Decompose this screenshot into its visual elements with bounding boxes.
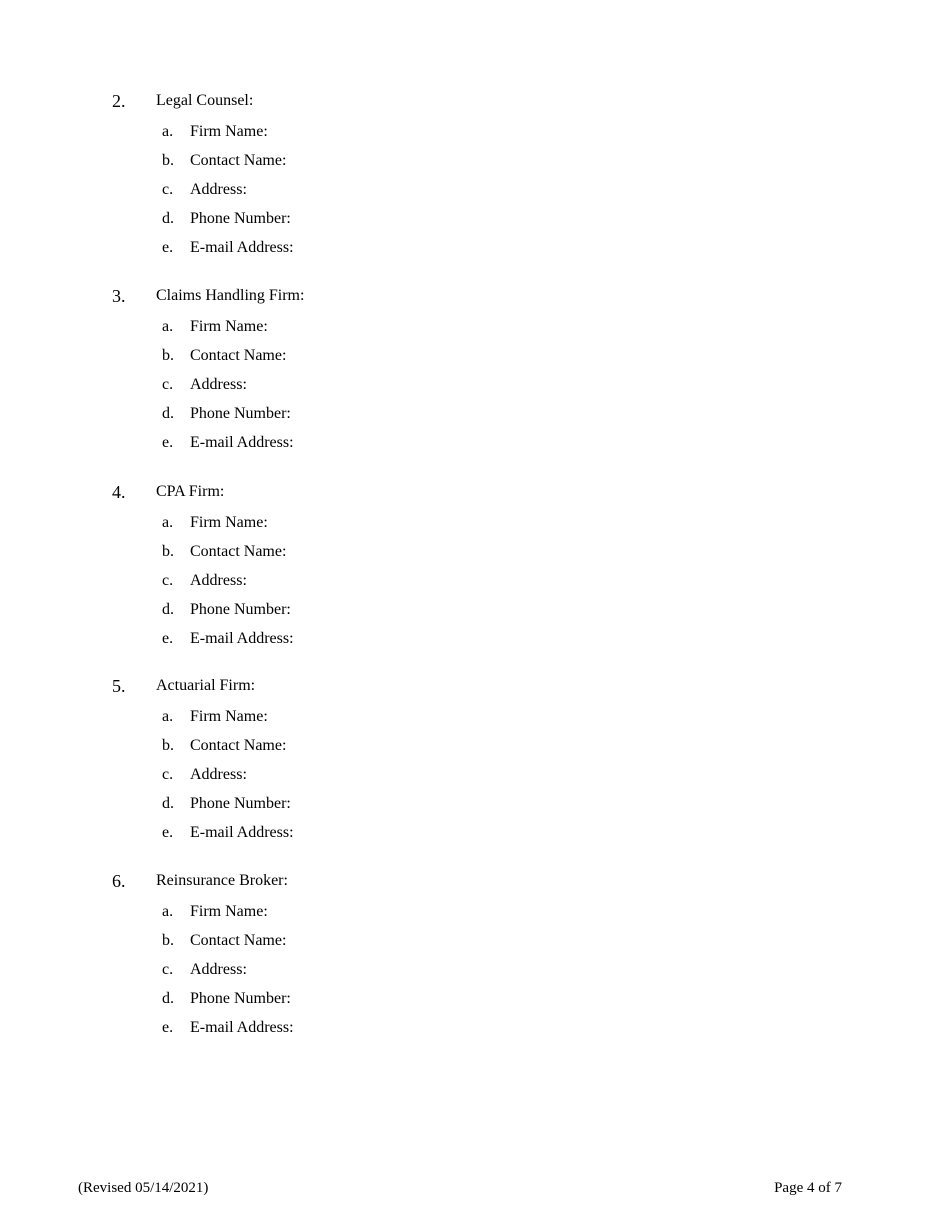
section-title: Reinsurance Broker:	[156, 872, 288, 889]
page-number: Page 4 of 7	[774, 1180, 842, 1196]
item-label: Contact Name:	[190, 932, 287, 949]
list-item	[0, 931, 950, 960]
sub-item-list	[0, 122, 950, 267]
item-label: Firm Name:	[190, 514, 268, 531]
section-title: Claims Handling Firm:	[156, 287, 305, 304]
item-letter: d.	[162, 990, 174, 1007]
sub-item-list	[0, 317, 950, 462]
list-item	[0, 151, 950, 180]
item-letter: e.	[162, 824, 174, 841]
item-label: E-mail Address:	[190, 434, 294, 451]
list-item	[0, 794, 950, 823]
list-item	[0, 571, 950, 600]
list-item	[0, 317, 950, 346]
item-label: E-mail Address:	[190, 630, 294, 647]
item-label: Address:	[190, 572, 247, 589]
item-letter: a.	[162, 123, 174, 140]
item-label: Contact Name:	[190, 737, 287, 754]
item-label: E-mail Address:	[190, 239, 294, 256]
item-letter: a.	[162, 903, 174, 920]
section-number: 6.	[112, 871, 126, 891]
sub-item-list	[0, 902, 950, 1047]
list-item	[0, 433, 950, 462]
list-item	[0, 404, 950, 433]
section-title: Actuarial Firm:	[156, 677, 256, 694]
item-label: Contact Name:	[190, 347, 287, 364]
item-letter: e.	[162, 630, 174, 647]
item-label: E-mail Address:	[190, 824, 294, 841]
list-item	[0, 629, 950, 658]
item-letter: d.	[162, 601, 174, 618]
section-reinsurance-broker	[0, 869, 950, 1047]
item-letter: a.	[162, 514, 174, 531]
item-letter: d.	[162, 405, 174, 422]
section-number: 4.	[112, 482, 126, 502]
list-item	[0, 238, 950, 267]
item-label: Address:	[190, 766, 247, 783]
item-letter: b.	[162, 737, 174, 754]
section-number: 5.	[112, 676, 126, 696]
section-heading	[0, 480, 950, 504]
item-label: Firm Name:	[190, 708, 268, 725]
sub-item-list	[0, 513, 950, 658]
list-item	[0, 122, 950, 151]
list-item	[0, 513, 950, 542]
list-item	[0, 375, 950, 404]
item-label: E-mail Address:	[190, 1019, 294, 1036]
list-item	[0, 346, 950, 375]
revision-date: (Revised 05/14/2021)	[78, 1180, 209, 1196]
item-label: Phone Number:	[190, 405, 291, 422]
list-item	[0, 542, 950, 571]
item-label: Address:	[190, 961, 247, 978]
item-letter: b.	[162, 932, 174, 949]
item-letter: c.	[162, 181, 174, 198]
list-item	[0, 1018, 950, 1047]
section-title: CPA Firm:	[156, 483, 225, 500]
item-letter: a.	[162, 318, 174, 335]
list-item	[0, 989, 950, 1018]
list-item	[0, 180, 950, 209]
list-item	[0, 600, 950, 629]
item-letter: c.	[162, 961, 174, 978]
item-label: Phone Number:	[190, 795, 291, 812]
item-label: Phone Number:	[190, 601, 291, 618]
item-letter: b.	[162, 543, 174, 560]
section-number: 2.	[112, 91, 126, 111]
item-label: Contact Name:	[190, 152, 287, 169]
list-item	[0, 902, 950, 931]
list-item	[0, 960, 950, 989]
list-item	[0, 736, 950, 765]
item-label: Firm Name:	[190, 123, 268, 140]
item-letter: e.	[162, 1019, 174, 1036]
list-item	[0, 707, 950, 736]
list-item	[0, 209, 950, 238]
item-label: Contact Name:	[190, 543, 287, 560]
section-legal-counsel	[0, 89, 950, 267]
item-label: Phone Number:	[190, 210, 291, 227]
item-letter: c.	[162, 376, 174, 393]
section-cpa-firm	[0, 480, 950, 658]
section-actuarial-firm	[0, 674, 950, 852]
item-label: Address:	[190, 376, 247, 393]
section-heading	[0, 89, 950, 113]
section-number: 3.	[112, 286, 126, 306]
item-letter: d.	[162, 795, 174, 812]
sub-item-list	[0, 707, 950, 852]
list-item	[0, 765, 950, 794]
item-letter: b.	[162, 152, 174, 169]
item-label: Firm Name:	[190, 318, 268, 335]
section-heading	[0, 674, 950, 698]
item-letter: c.	[162, 572, 174, 589]
item-label: Firm Name:	[190, 903, 268, 920]
item-letter: e.	[162, 239, 174, 256]
section-claims-handling-firm	[0, 284, 950, 462]
section-heading	[0, 284, 950, 308]
item-label: Phone Number:	[190, 990, 291, 1007]
item-letter: d.	[162, 210, 174, 227]
list-item	[0, 823, 950, 852]
item-letter: c.	[162, 766, 174, 783]
item-letter: a.	[162, 708, 174, 725]
section-heading	[0, 869, 950, 893]
item-letter: b.	[162, 347, 174, 364]
section-title: Legal Counsel:	[156, 92, 254, 109]
item-letter: e.	[162, 434, 174, 451]
item-label: Address:	[190, 181, 247, 198]
